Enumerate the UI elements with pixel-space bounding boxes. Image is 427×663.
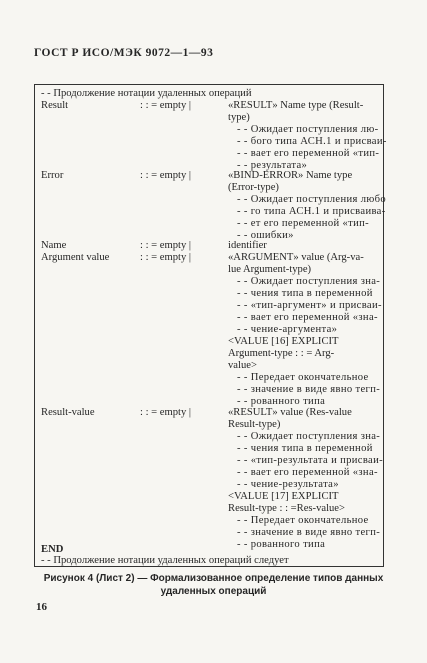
bottom-comment: - - Продолжение нотации удаленных операций следует bbox=[41, 555, 289, 566]
result-value-comment-line: - - чение-результата» bbox=[237, 479, 339, 490]
argument-value-op: : : = empty | bbox=[140, 252, 192, 263]
argument-value-value-def-line: Argument-type : : = Arg- bbox=[228, 348, 335, 359]
result-value-op: : : = empty | bbox=[140, 407, 192, 418]
argument-value-value-def-line: <VALUE [16] EXPLICIT bbox=[228, 336, 339, 347]
argument-value-value-comment-line: - - Передает окончательное bbox=[237, 372, 369, 383]
result-value-value-comment-line: - - Передает окончательное bbox=[237, 515, 369, 526]
result-value-value-def-line: <VALUE [17] EXPLICIT bbox=[228, 491, 339, 502]
error-comment-line: - - ет его переменной «тип- bbox=[237, 218, 370, 229]
result-op: : : = empty | bbox=[140, 100, 192, 111]
error-op: : : = empty | bbox=[140, 170, 192, 181]
argument-value-comment-line: - - вает его переменной «зна- bbox=[237, 312, 378, 323]
argument-value-comment-line: - - Ожидает поступления зна- bbox=[237, 276, 381, 287]
result-value-comment-line: - - «тип-результата и присваи- bbox=[237, 455, 383, 466]
argument-value-value-comment-line: - - значение в виде явно тегп- bbox=[237, 384, 381, 395]
result-value-comment-line: - - Ожидает поступления зна- bbox=[237, 431, 381, 442]
result-value-def-line: Result-type) bbox=[228, 419, 281, 430]
result-value-comment-line: - - вает его переменной «зна- bbox=[237, 467, 378, 478]
result-value-def-line: «RESULT» value (Res-value bbox=[228, 407, 352, 418]
name-rule-op: : : = empty | bbox=[140, 240, 192, 251]
notation-frame bbox=[34, 84, 387, 567]
end-keyword: END bbox=[41, 544, 64, 555]
result-value-name: Result-value bbox=[41, 407, 95, 418]
error-def-line: (Error-type) bbox=[228, 182, 279, 193]
result-value-comment-line: - - чения типа в переменной bbox=[237, 443, 373, 454]
argument-value-def-line: lue Argument-type) bbox=[228, 264, 312, 275]
name-rule-name: Name bbox=[41, 240, 67, 251]
error-def-line: «BIND-ERROR» Name type bbox=[228, 170, 353, 181]
result-def-line: type) bbox=[228, 112, 250, 123]
error-comment-line: - - го типа АСН.1 и присваива- bbox=[237, 206, 386, 217]
document-header: ГОСТ Р ИСО/МЭК 9072—1—93 bbox=[34, 47, 214, 59]
result-def-line: «RESULT» Name type (Result- bbox=[228, 100, 364, 111]
argument-value-comment-line: - - чения типа в переменной bbox=[237, 288, 373, 299]
result-name: Result bbox=[41, 100, 69, 111]
argument-value-comment-line: - - «тип-аргумент» и присваи- bbox=[237, 300, 382, 311]
result-comment-line: - - результата» bbox=[237, 160, 308, 171]
argument-value-value-def-line: value> bbox=[228, 360, 257, 371]
result-value-value-def-line: Result-type : : =Res-value> bbox=[228, 503, 345, 514]
error-name: Error bbox=[41, 170, 64, 181]
argument-value-comment-line: - - чение-аргумента» bbox=[237, 324, 338, 335]
result-comment-line: - - Ожидает поступления лю- bbox=[237, 124, 379, 135]
top-comment: - - Продолжение нотации удаленных операций bbox=[41, 88, 252, 99]
error-comment-line: - - ошибки» bbox=[237, 230, 294, 241]
figure-caption-line: Рисунок 4 (Лист 2) — Формализованное определение типов данных bbox=[43, 573, 384, 584]
error-comment-line: - - Ожидает поступления любо bbox=[237, 194, 386, 205]
argument-value-name: Argument value bbox=[41, 252, 110, 263]
name-rule-def: identifier bbox=[228, 240, 267, 251]
result-value-value-comment-line: - - значение в виде явно тегп- bbox=[237, 527, 381, 538]
figure-caption-line: удаленных операций bbox=[160, 586, 267, 597]
argument-value-def-line: «ARGUMENT» value (Arg-va- bbox=[228, 252, 364, 263]
page-number: 16 bbox=[36, 601, 47, 613]
result-value-value-comment-line: - - рованного типа bbox=[237, 539, 326, 550]
result-comment-line: - - вает его переменной «тип- bbox=[237, 148, 380, 159]
result-comment-line: - - бого типа АСН.1 и присваи- bbox=[237, 136, 387, 147]
argument-value-value-comment-line: - - рованного типа bbox=[237, 396, 326, 407]
